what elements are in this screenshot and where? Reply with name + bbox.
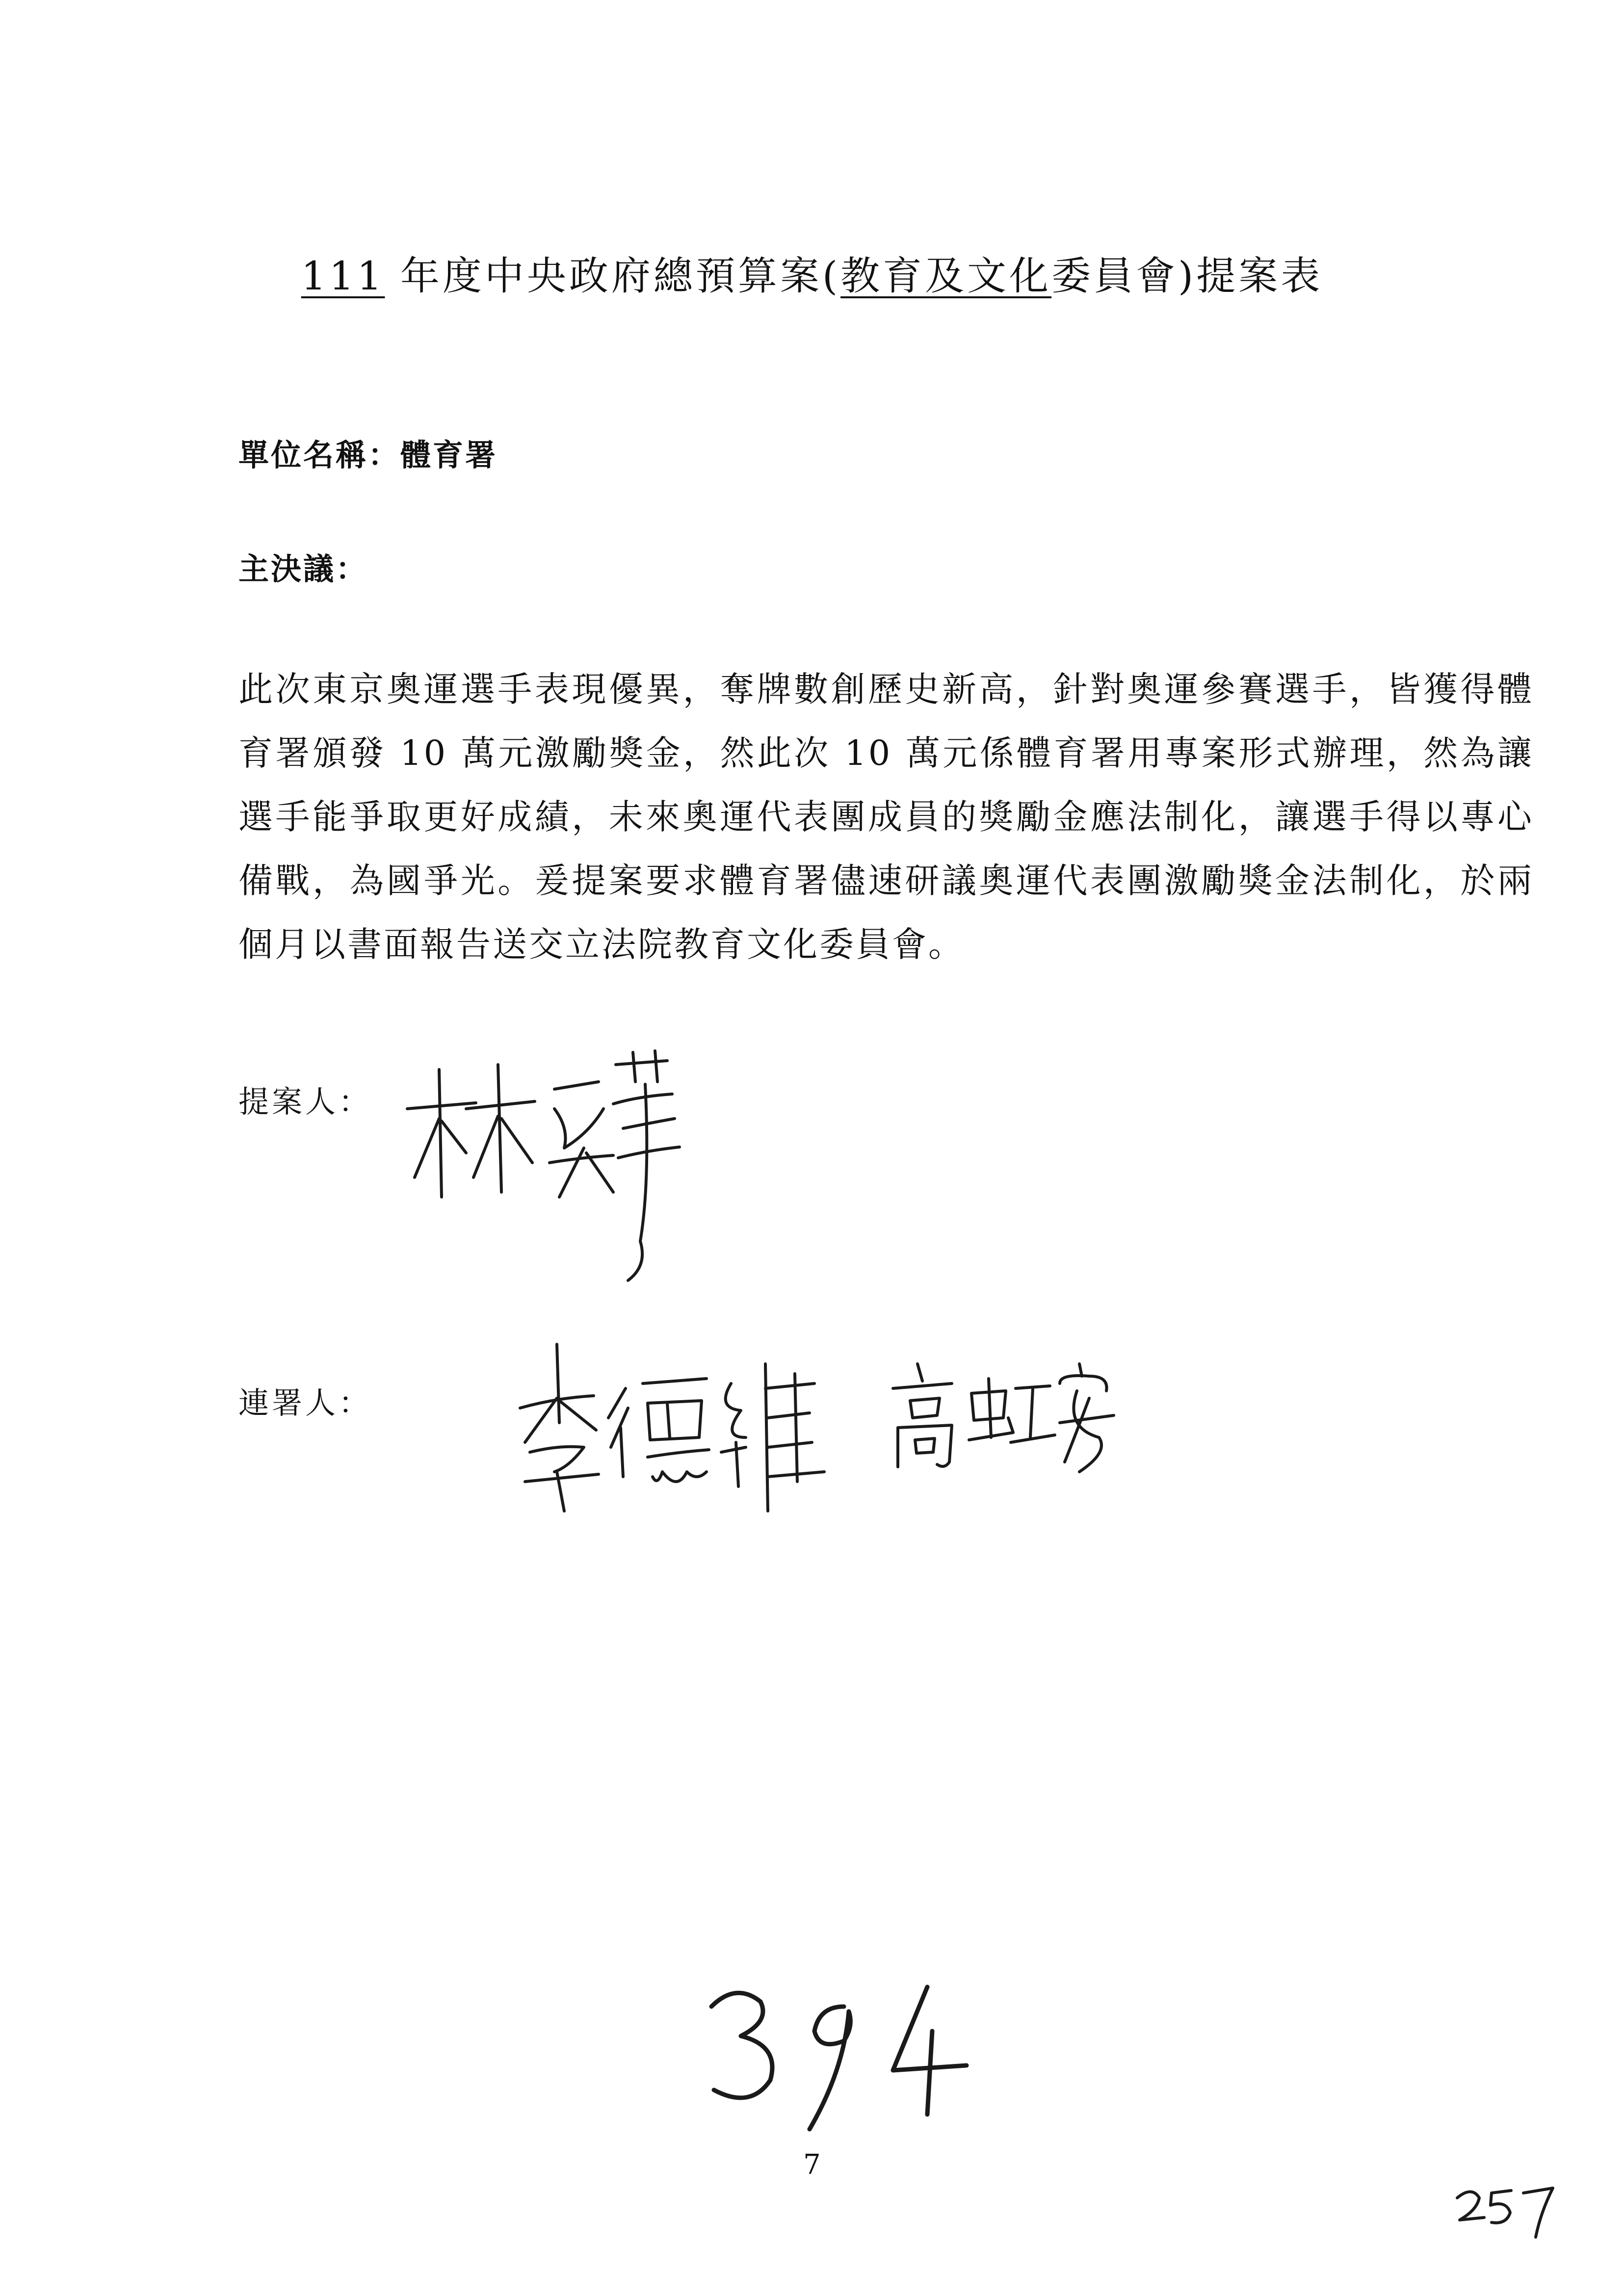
title-part2: 委員會)提案表 — [1051, 253, 1323, 299]
title-committee: 教育及文化 — [840, 253, 1052, 299]
document-title — [0, 244, 1624, 301]
proposer-signature-drawing — [393, 1035, 687, 1290]
page-number: 7 — [803, 2149, 821, 2181]
title-year: 111 — [301, 253, 385, 299]
title-part1: 年度中央政府總預算案( — [385, 253, 841, 299]
cosigner-signature-1-drawing — [510, 1325, 844, 1531]
handwritten-number-drawing — [697, 1972, 971, 2149]
cosigner-signature-2-drawing — [883, 1354, 1119, 1482]
cosigner-label: 連署人： — [238, 1385, 372, 1421]
corner-number-drawing — [1452, 2178, 1560, 2242]
resolution-label: 主決議： — [238, 551, 368, 587]
proposer-label: 提案人： — [238, 1084, 372, 1120]
unit-row — [238, 431, 498, 474]
resolution-text: 此次東京奧運選手表現優異，奪牌數創歷史新高，針對奧運參賽選手，皆獲得體育署頒發 10 萬元激勵獎金，然此次 10 萬元係體育署用專案形式辦理，然為讓選手能爭取更好成績，未來奧運代表團成員的獎勵金應法制化，讓選手得以專心備戰，為國爭光。爰提案要求體育署儘速研議奧運代表團激勵獎金法制化，於兩個月以書面報告送交立法院教育文化委員會。 — [238, 669, 1534, 965]
unit-label: 單位名稱： — [238, 437, 401, 473]
unit-value: 體育署 — [400, 437, 498, 473]
